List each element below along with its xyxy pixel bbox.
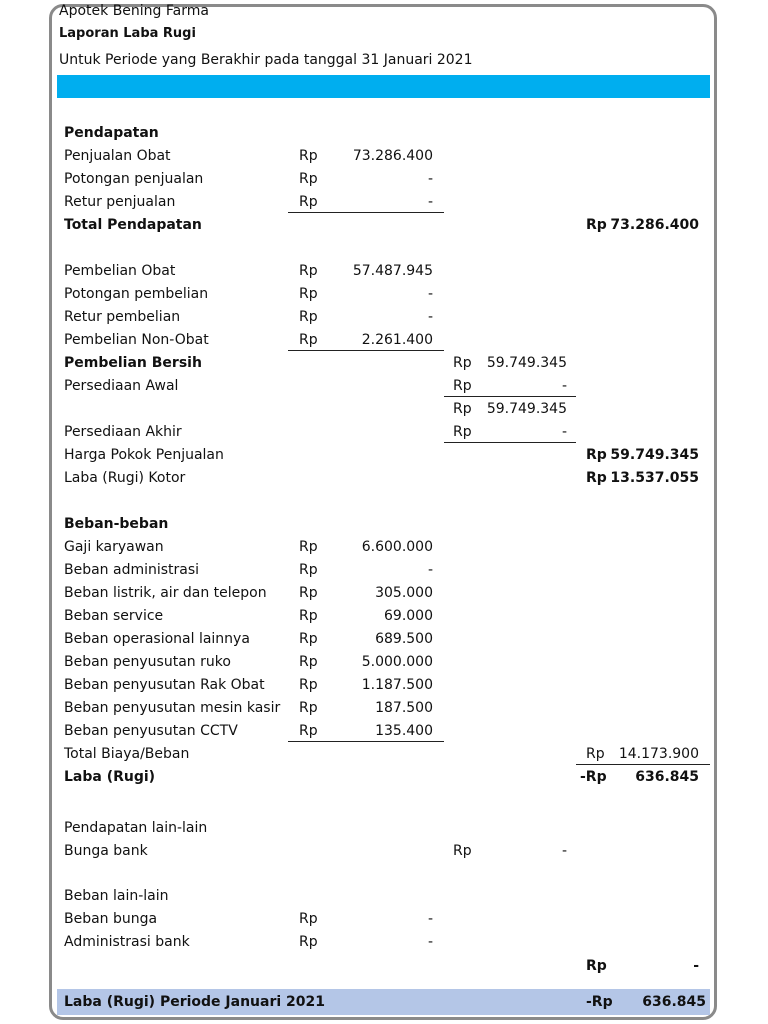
currency-label: Rp (299, 723, 318, 739)
purchase-item-value: 57.487.945 (352, 263, 433, 279)
expense-item-value: 6.600.000 (361, 539, 433, 555)
subtotal-rule (444, 442, 576, 443)
opening-inventory-value: - (561, 378, 567, 394)
expense-item-label: Beban listrik, air dan telepon (64, 585, 267, 601)
revenue-item-label: Potongan penjualan (64, 171, 204, 187)
expense-item-value: 5.000.000 (361, 654, 433, 670)
currency-label: Rp (586, 958, 607, 974)
net-result-value: 636.845 (642, 994, 706, 1010)
purchase-item-label: Pembelian Obat (64, 263, 176, 279)
currency-label: Rp (586, 217, 607, 233)
currency-label: Rp (299, 677, 318, 693)
net-result-currency: -Rp (586, 994, 613, 1010)
net-result-label: Laba (Rugi) Periode Januari 2021 (64, 994, 325, 1010)
currency-label: Rp (453, 355, 472, 371)
currency-label: Rp (299, 608, 318, 624)
currency-label: Rp (299, 631, 318, 647)
currency-label: Rp (586, 447, 607, 463)
subtotal-rule (288, 350, 444, 351)
cogs-value: 59.749.345 (610, 447, 699, 463)
currency-label: Rp (299, 934, 318, 950)
currency-label: Rp (299, 585, 318, 601)
currency-label: Rp (586, 746, 605, 762)
revenue-item-value: - (427, 171, 433, 187)
total-expenses-value: 14.173.900 (618, 746, 699, 762)
other-expenses-heading: Beban lain-lain (64, 888, 169, 904)
currency-label: Rp (299, 286, 318, 302)
total-expenses-label: Total Biaya/Beban (64, 746, 190, 762)
revenue-item-label: Retur penjualan (64, 194, 176, 210)
expense-item-label: Beban service (64, 608, 164, 624)
gross-profit-label: Laba (Rugi) Kotor (64, 470, 186, 486)
other-expense-item-label: Beban bunga (64, 911, 158, 927)
currency-label: Rp (299, 171, 318, 187)
company-name: Apotek Bening Farma (59, 3, 209, 19)
expense-item-label: Gaji karyawan (64, 539, 164, 555)
currency-label: Rp (453, 424, 472, 440)
currency-label: Rp (453, 843, 472, 859)
other-income-item-label: Bunga bank (64, 843, 148, 859)
currency-label: Rp (299, 309, 318, 325)
purchase-item-label: Retur pembelian (64, 309, 181, 325)
purchase-item-value: - (427, 286, 433, 302)
gross-profit-value: 13.537.055 (610, 470, 699, 486)
currency-label: Rp (299, 194, 318, 210)
other-expense-item-value: - (427, 911, 433, 927)
purchase-item-label: Potongan pembelian (64, 286, 209, 302)
cogs-label: Harga Pokok Penjualan (64, 447, 224, 463)
net-purchases-value: 59.749.345 (486, 355, 567, 371)
expense-item-label: Beban penyusutan Rak Obat (64, 677, 265, 693)
expense-item-label: Beban administrasi (64, 562, 200, 578)
currency-label: Rp (299, 263, 318, 279)
goods-available-value: 59.749.345 (486, 401, 567, 417)
total-revenue-label: Total Pendapatan (64, 217, 202, 233)
report-period: Untuk Periode yang Berakhir pada tanggal 31 Januari 2021 (59, 52, 473, 68)
subtotal-rule (288, 741, 444, 742)
other-expense-item-value: - (427, 934, 433, 950)
subtotal-rule (288, 212, 444, 213)
report-title: Laporan Laba Rugi (59, 26, 196, 41)
profit-value: 636.845 (635, 769, 699, 785)
profit-currency: -Rp (580, 769, 607, 785)
subtotal-rule (576, 764, 710, 765)
currency-label: Rp (299, 539, 318, 555)
currency-label: Rp (453, 401, 472, 417)
expense-item-label: Beban penyusutan ruko (64, 654, 231, 670)
expense-item-label: Beban penyusutan mesin kasir (64, 700, 281, 716)
purchase-item-value: 2.261.400 (361, 332, 433, 348)
expense-item-value: 1.187.500 (361, 677, 433, 693)
purchase-item-label: Pembelian Non-Obat (64, 332, 209, 348)
other-expense-item-label: Administrasi bank (64, 934, 190, 950)
expense-item-value: - (427, 562, 433, 578)
currency-label: Rp (299, 911, 318, 927)
total-revenue-value: 73.286.400 (610, 217, 699, 233)
profit-label: Laba (Rugi) (64, 769, 156, 785)
expense-item-value: 135.400 (375, 723, 433, 739)
other-income-item-value: - (561, 843, 567, 859)
expense-item-label: Beban penyusutan CCTV (64, 723, 238, 739)
expense-item-value: 689.500 (375, 631, 433, 647)
revenue-item-value: 73.286.400 (352, 148, 433, 164)
expense-item-value: 305.000 (375, 585, 433, 601)
currency-label: Rp (586, 470, 607, 486)
currency-label: Rp (299, 654, 318, 670)
other-income-heading: Pendapatan lain-lain (64, 820, 208, 836)
other-expenses-total-value: - (693, 958, 699, 974)
subtotal-rule (444, 396, 576, 397)
opening-inventory-label: Persediaan Awal (64, 378, 179, 394)
net-purchases-label: Pembelian Bersih (64, 355, 202, 371)
expense-item-value: 69.000 (384, 608, 433, 624)
currency-label: Rp (299, 148, 318, 164)
revenue-heading: Pendapatan (64, 125, 159, 141)
expenses-heading: Beban-beban (64, 516, 169, 532)
revenue-item-label: Penjualan Obat (64, 148, 171, 164)
currency-label: Rp (453, 378, 472, 394)
currency-label: Rp (299, 562, 318, 578)
currency-label: Rp (299, 332, 318, 348)
closing-inventory-label: Persediaan Akhir (64, 424, 182, 440)
closing-inventory-value: - (561, 424, 567, 440)
header-bar (57, 75, 710, 98)
currency-label: Rp (299, 700, 318, 716)
revenue-item-value: - (427, 194, 433, 210)
expense-item-label: Beban operasional lainnya (64, 631, 250, 647)
expense-item-value: 187.500 (375, 700, 433, 716)
purchase-item-value: - (427, 309, 433, 325)
